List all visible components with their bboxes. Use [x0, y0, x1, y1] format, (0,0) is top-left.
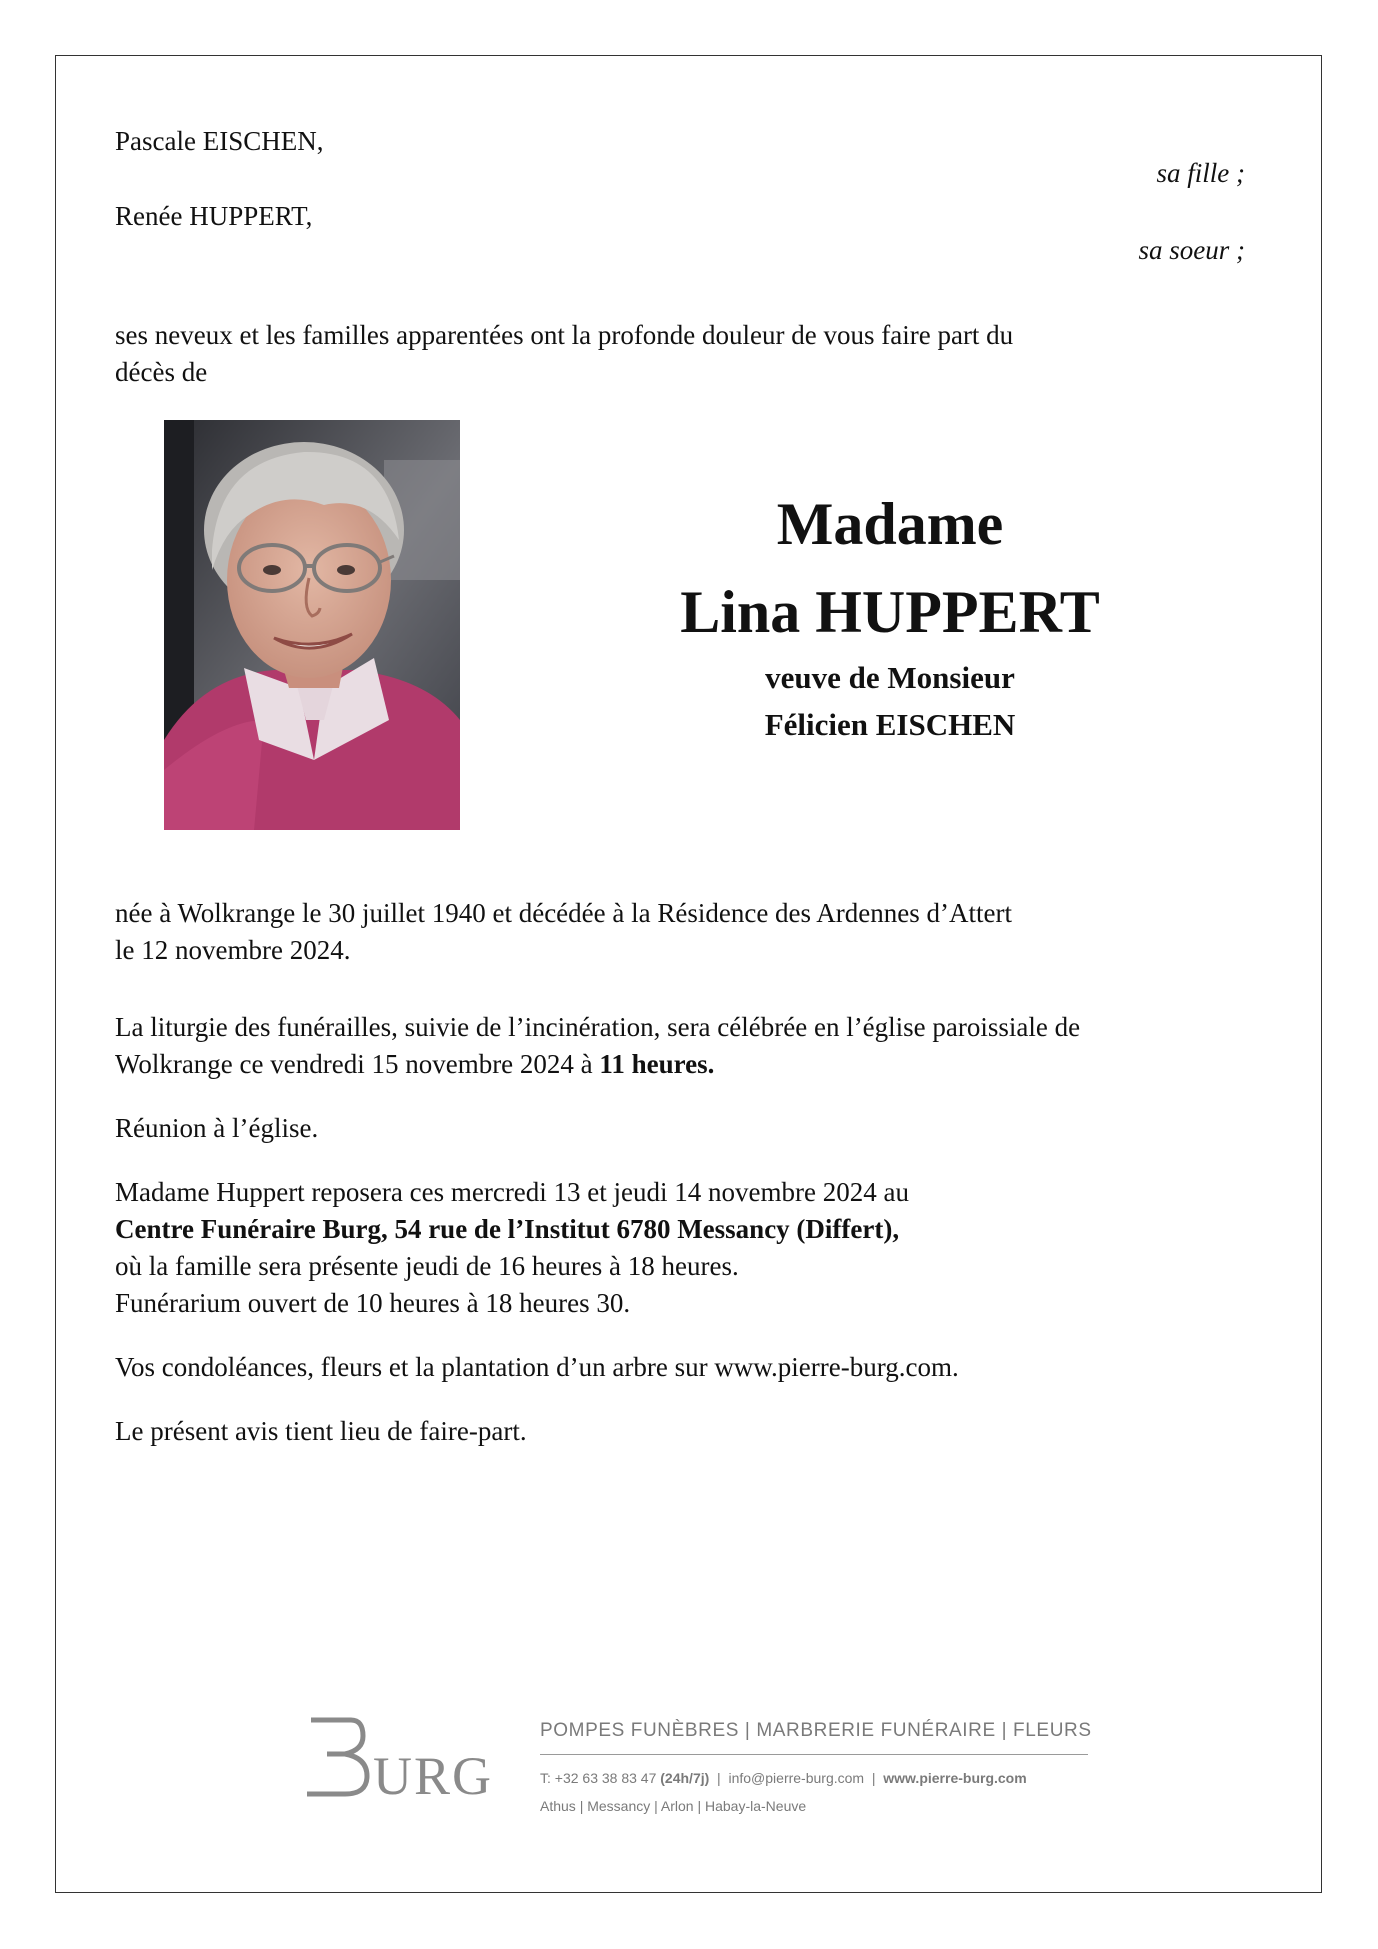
footer-phone: T: +32 63 38 83 47: [540, 1770, 661, 1786]
deceased-name: Lina HUPPERT: [680, 579, 1100, 645]
birth-death-line-2: le 12 novembre 2024.: [115, 935, 351, 965]
birth-death-line-1: née à Wolkrange le 30 juillet 1940 et décédée à la Résidence des Ardennes d’Attert: [115, 898, 1012, 928]
family-member-sister: Renée HUPPERT,: [115, 201, 313, 231]
liturgy-line-2: [115, 1046, 714, 1083]
intro-line-1: ses neveux et les familles apparentées ont la profonde douleur de vous faire part du: [115, 320, 1014, 350]
footer-email: | info@pierre-burg.com |: [709, 1770, 884, 1786]
notice-text: Le présent avis tient lieu de faire-part.: [115, 1416, 527, 1446]
viewing-address: Centre Funéraire Burg, 54 rue de l’Institut 6780 Messancy (Differt),: [115, 1214, 900, 1244]
portrait-photo: [164, 420, 460, 830]
liturgy-date-text: Wolkrange ce vendredi 15 novembre 2024 à: [115, 1049, 600, 1079]
viewing-line-4: Funérarium ouvert de 10 heures à 18 heures 30.: [115, 1288, 631, 1318]
deceased-title: Madame: [776, 491, 1004, 557]
footer-services: POMPES FUNÈBRES | MARBRERIE FUNÉRAIRE | FLEURS: [540, 1720, 1092, 1741]
intro-line-2: décès de: [115, 357, 208, 387]
svg-text:URG: URG: [373, 1746, 494, 1800]
widow-of-line-1: veuve de Monsieur: [765, 660, 1015, 695]
meeting-text: Réunion à l’église.: [115, 1113, 319, 1143]
footer-phone-hours: (24h/7j): [660, 1770, 710, 1786]
footer-website: www.pierre-burg.com: [883, 1770, 1027, 1786]
footer-divider: [540, 1754, 1088, 1755]
footer-locations: Athus | Messancy | Arlon | Habay-la-Neuve: [540, 1798, 807, 1814]
viewing-line-1: Madame Huppert reposera ces mercredi 13 et jeudi 14 novembre 2024 au: [115, 1177, 909, 1207]
family-member-daughter: Pascale EISCHEN,: [115, 126, 324, 156]
relation-daughter: sa fille ;: [1156, 158, 1245, 188]
widow-of-line-2: Félicien EISCHEN: [764, 707, 1016, 742]
relation-sister: sa soeur ;: [1138, 235, 1245, 265]
footer-contact: [540, 1770, 1027, 1786]
viewing-line-3: où la famille sera présente jeudi de 16 heures à 18 heures.: [115, 1251, 739, 1281]
condolences-text: Vos condoléances, fleurs et la plantation d’un arbre sur www.pierre-burg.com.: [115, 1352, 959, 1382]
burg-logo: [305, 1710, 495, 1805]
liturgy-line-1: La liturgie des funérailles, suivie de l’incinération, sera célébrée en l’église paroissiale de: [115, 1012, 1081, 1042]
liturgy-time: 11 heures.: [599, 1049, 715, 1079]
